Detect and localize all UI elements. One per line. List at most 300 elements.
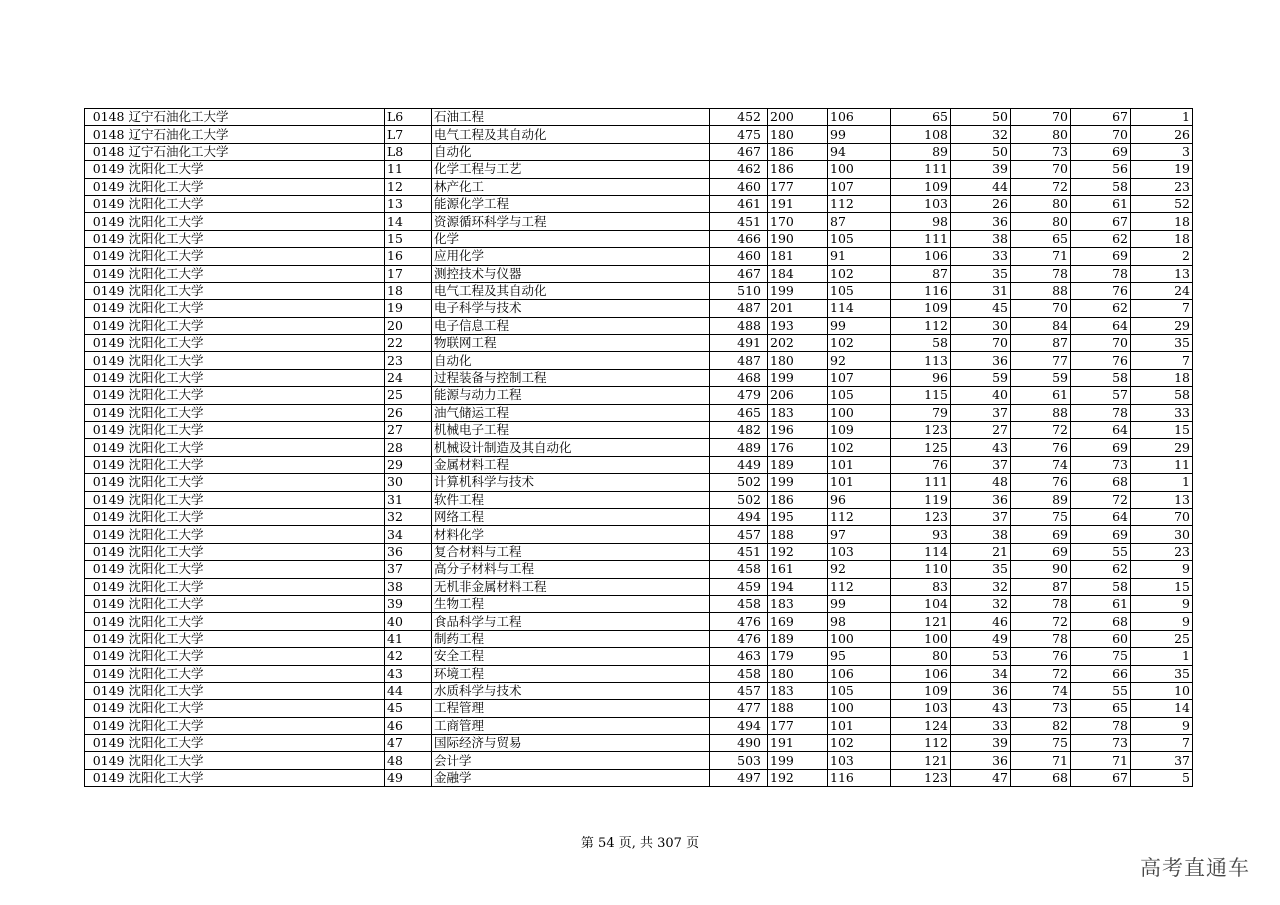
score-3-cell: 112 [891,317,951,334]
score-1-cell: 186 [768,143,828,160]
total-score-cell: 494 [710,508,768,525]
score-1-cell: 186 [768,491,828,508]
total-score-cell: 462 [710,161,768,178]
score-5-cell: 80 [1011,126,1071,143]
table-row [85,126,1193,143]
major-name-cell: 计算机科学与技术 [432,474,710,491]
score-6-cell: 67 [1071,769,1131,786]
major-name-cell: 机械设计制造及其自动化 [432,439,710,456]
score-2-cell: 100 [828,700,891,717]
plan-count-cell: 33 [1131,404,1193,421]
total-score-cell: 463 [710,648,768,665]
school-name-cell: 沈阳化工大学 [127,178,385,195]
score-5-cell: 65 [1011,230,1071,247]
school-code-cell: 0149 [85,352,127,369]
table-row [85,682,1193,699]
score-5-cell: 88 [1011,282,1071,299]
score-3-cell: 93 [891,526,951,543]
school-name-cell: 沈阳化工大学 [127,439,385,456]
major-name-cell: 能源与动力工程 [432,387,710,404]
score-4-cell: 45 [951,300,1011,317]
score-4-cell: 70 [951,335,1011,352]
score-4-cell: 46 [951,613,1011,630]
score-5-cell: 80 [1011,195,1071,212]
score-2-cell: 99 [828,317,891,334]
total-score-cell: 461 [710,195,768,212]
major-code-cell: 39 [385,595,432,612]
total-score-cell: 460 [710,248,768,265]
major-code-cell: 38 [385,578,432,595]
score-6-cell: 62 [1071,300,1131,317]
score-3-cell: 103 [891,195,951,212]
score-5-cell: 88 [1011,404,1071,421]
score-4-cell: 32 [951,578,1011,595]
score-4-cell: 38 [951,526,1011,543]
score-6-cell: 71 [1071,752,1131,769]
score-5-cell: 69 [1011,526,1071,543]
score-2-cell: 92 [828,561,891,578]
score-2-cell: 112 [828,578,891,595]
plan-count-cell: 26 [1131,126,1193,143]
total-score-cell: 482 [710,422,768,439]
score-1-cell: 192 [768,543,828,560]
major-name-cell: 测控技术与仪器 [432,265,710,282]
score-2-cell: 87 [828,213,891,230]
major-name-cell: 电气工程及其自动化 [432,126,710,143]
major-name-cell: 石油工程 [432,109,710,126]
school-name-cell: 沈阳化工大学 [127,456,385,473]
total-score-cell: 503 [710,752,768,769]
score-5-cell: 70 [1011,109,1071,126]
score-4-cell: 36 [951,352,1011,369]
school-code-cell: 0149 [85,300,127,317]
score-5-cell: 73 [1011,143,1071,160]
plan-count-cell: 23 [1131,178,1193,195]
score-2-cell: 101 [828,456,891,473]
score-5-cell: 71 [1011,752,1071,769]
school-name-cell: 沈阳化工大学 [127,213,385,230]
score-3-cell: 87 [891,265,951,282]
score-4-cell: 34 [951,665,1011,682]
major-name-cell: 金融学 [432,769,710,786]
major-code-cell: 32 [385,508,432,525]
admission-score-table [84,108,1193,787]
score-1-cell: 179 [768,648,828,665]
major-name-cell: 复合材料与工程 [432,543,710,560]
plan-count-cell: 37 [1131,752,1193,769]
score-5-cell: 82 [1011,717,1071,734]
score-1-cell: 196 [768,422,828,439]
score-1-cell: 180 [768,352,828,369]
score-4-cell: 40 [951,387,1011,404]
school-code-cell: 0149 [85,335,127,352]
score-1-cell: 199 [768,282,828,299]
school-code-cell: 0149 [85,213,127,230]
total-score-cell: 476 [710,630,768,647]
school-name-cell: 沈阳化工大学 [127,404,385,421]
score-3-cell: 121 [891,752,951,769]
score-2-cell: 101 [828,474,891,491]
score-4-cell: 50 [951,109,1011,126]
table-row [85,335,1193,352]
total-score-cell: 497 [710,769,768,786]
major-code-cell: 16 [385,248,432,265]
score-6-cell: 68 [1071,474,1131,491]
score-4-cell: 37 [951,404,1011,421]
plan-count-cell: 29 [1131,439,1193,456]
major-code-cell: L7 [385,126,432,143]
plan-count-cell: 10 [1131,682,1193,699]
plan-count-cell: 9 [1131,613,1193,630]
score-2-cell: 100 [828,404,891,421]
score-5-cell: 78 [1011,595,1071,612]
school-code-cell: 0149 [85,717,127,734]
major-code-cell: 25 [385,387,432,404]
major-name-cell: 国际经济与贸易 [432,735,710,752]
school-code-cell: 0149 [85,682,127,699]
school-name-cell: 沈阳化工大学 [127,195,385,212]
major-name-cell: 过程装备与控制工程 [432,369,710,386]
major-name-cell: 自动化 [432,352,710,369]
school-name-cell: 沈阳化工大学 [127,717,385,734]
major-code-cell: 30 [385,474,432,491]
school-name-cell: 沈阳化工大学 [127,769,385,786]
total-score-cell: 477 [710,700,768,717]
plan-count-cell: 7 [1131,352,1193,369]
school-code-cell: 0149 [85,456,127,473]
score-6-cell: 69 [1071,526,1131,543]
score-3-cell: 83 [891,578,951,595]
score-6-cell: 76 [1071,282,1131,299]
score-2-cell: 102 [828,735,891,752]
major-name-cell: 无机非金属材料工程 [432,578,710,595]
score-3-cell: 116 [891,282,951,299]
table-row [85,230,1193,247]
score-3-cell: 96 [891,369,951,386]
score-5-cell: 70 [1011,300,1071,317]
major-code-cell: 29 [385,456,432,473]
score-2-cell: 103 [828,752,891,769]
score-1-cell: 200 [768,109,828,126]
score-6-cell: 57 [1071,387,1131,404]
score-3-cell: 119 [891,491,951,508]
school-code-cell: 0149 [85,561,127,578]
score-1-cell: 176 [768,439,828,456]
score-5-cell: 80 [1011,213,1071,230]
score-1-cell: 199 [768,369,828,386]
score-6-cell: 75 [1071,648,1131,665]
score-1-cell: 191 [768,195,828,212]
school-code-cell: 0149 [85,404,127,421]
score-6-cell: 62 [1071,230,1131,247]
school-name-cell: 沈阳化工大学 [127,700,385,717]
score-2-cell: 98 [828,613,891,630]
score-4-cell: 53 [951,648,1011,665]
score-4-cell: 30 [951,317,1011,334]
plan-count-cell: 52 [1131,195,1193,212]
plan-count-cell: 9 [1131,595,1193,612]
score-6-cell: 61 [1071,595,1131,612]
major-code-cell: 37 [385,561,432,578]
table-row [85,717,1193,734]
plan-count-cell: 5 [1131,769,1193,786]
plan-count-cell: 14 [1131,700,1193,717]
table-row [85,404,1193,421]
table-row [85,630,1193,647]
score-4-cell: 36 [951,491,1011,508]
plan-count-cell: 3 [1131,143,1193,160]
school-code-cell: 0149 [85,648,127,665]
major-name-cell: 自动化 [432,143,710,160]
major-code-cell: 23 [385,352,432,369]
score-5-cell: 78 [1011,265,1071,282]
major-code-cell: 49 [385,769,432,786]
score-4-cell: 32 [951,126,1011,143]
table-row [85,456,1193,473]
score-1-cell: 189 [768,630,828,647]
score-1-cell: 177 [768,178,828,195]
score-6-cell: 67 [1071,109,1131,126]
score-3-cell: 89 [891,143,951,160]
score-2-cell: 105 [828,230,891,247]
major-name-cell: 工程管理 [432,700,710,717]
score-2-cell: 102 [828,439,891,456]
major-name-cell: 能源化学工程 [432,195,710,212]
plan-count-cell: 9 [1131,561,1193,578]
school-name-cell: 沈阳化工大学 [127,300,385,317]
score-5-cell: 74 [1011,456,1071,473]
table-row [85,178,1193,195]
score-2-cell: 102 [828,335,891,352]
major-name-cell: 环境工程 [432,665,710,682]
major-name-cell: 会计学 [432,752,710,769]
major-name-cell: 制药工程 [432,630,710,647]
table-row [85,595,1193,612]
plan-count-cell: 7 [1131,300,1193,317]
major-name-cell: 工商管理 [432,717,710,734]
score-6-cell: 73 [1071,735,1131,752]
school-name-cell: 沈阳化工大学 [127,752,385,769]
total-score-cell: 487 [710,300,768,317]
score-1-cell: 181 [768,248,828,265]
score-3-cell: 100 [891,630,951,647]
major-name-cell: 物联网工程 [432,335,710,352]
score-5-cell: 72 [1011,178,1071,195]
score-1-cell: 191 [768,735,828,752]
plan-count-cell: 1 [1131,474,1193,491]
table-row [85,543,1193,560]
score-4-cell: 36 [951,682,1011,699]
school-code-cell: 0149 [85,752,127,769]
score-6-cell: 56 [1071,161,1131,178]
score-4-cell: 35 [951,265,1011,282]
score-4-cell: 37 [951,508,1011,525]
score-6-cell: 66 [1071,665,1131,682]
score-4-cell: 37 [951,456,1011,473]
school-name-cell: 沈阳化工大学 [127,369,385,386]
plan-count-cell: 15 [1131,578,1193,595]
score-1-cell: 199 [768,474,828,491]
plan-count-cell: 18 [1131,369,1193,386]
table-row [85,474,1193,491]
score-1-cell: 190 [768,230,828,247]
table-row [85,352,1193,369]
school-name-cell: 辽宁石油化工大学 [127,126,385,143]
major-name-cell: 水质科学与技术 [432,682,710,699]
score-4-cell: 35 [951,561,1011,578]
school-name-cell: 沈阳化工大学 [127,735,385,752]
score-6-cell: 73 [1071,456,1131,473]
score-4-cell: 36 [951,213,1011,230]
plan-count-cell: 2 [1131,248,1193,265]
score-1-cell: 189 [768,456,828,473]
total-score-cell: 479 [710,387,768,404]
school-name-cell: 沈阳化工大学 [127,335,385,352]
score-3-cell: 124 [891,717,951,734]
score-2-cell: 102 [828,265,891,282]
score-2-cell: 96 [828,491,891,508]
score-3-cell: 121 [891,613,951,630]
total-score-cell: 457 [710,682,768,699]
score-2-cell: 105 [828,682,891,699]
score-6-cell: 67 [1071,213,1131,230]
score-2-cell: 100 [828,161,891,178]
school-code-cell: 0149 [85,630,127,647]
plan-count-cell: 29 [1131,317,1193,334]
score-1-cell: 193 [768,317,828,334]
table-row [85,578,1193,595]
total-score-cell: 451 [710,213,768,230]
score-5-cell: 59 [1011,369,1071,386]
school-name-cell: 辽宁石油化工大学 [127,143,385,160]
score-4-cell: 49 [951,630,1011,647]
score-3-cell: 112 [891,735,951,752]
major-code-cell: 40 [385,613,432,630]
score-5-cell: 87 [1011,578,1071,595]
school-code-cell: 0149 [85,439,127,456]
score-5-cell: 71 [1011,248,1071,265]
score-2-cell: 112 [828,195,891,212]
score-4-cell: 27 [951,422,1011,439]
school-code-cell: 0149 [85,265,127,282]
school-name-cell: 沈阳化工大学 [127,665,385,682]
school-name-cell: 沈阳化工大学 [127,543,385,560]
score-5-cell: 76 [1011,474,1071,491]
score-5-cell: 75 [1011,508,1071,525]
score-6-cell: 78 [1071,265,1131,282]
score-3-cell: 123 [891,422,951,439]
score-4-cell: 50 [951,143,1011,160]
table-row [85,143,1193,160]
table-row [85,769,1193,786]
score-4-cell: 33 [951,248,1011,265]
school-name-cell: 沈阳化工大学 [127,352,385,369]
school-code-cell: 0149 [85,526,127,543]
score-1-cell: 184 [768,265,828,282]
table-row [85,109,1193,126]
score-2-cell: 97 [828,526,891,543]
major-code-cell: 43 [385,665,432,682]
plan-count-cell: 18 [1131,213,1193,230]
score-3-cell: 123 [891,769,951,786]
score-4-cell: 43 [951,700,1011,717]
school-name-cell: 沈阳化工大学 [127,682,385,699]
table-row [85,526,1193,543]
score-3-cell: 80 [891,648,951,665]
score-1-cell: 188 [768,700,828,717]
table-body [85,109,1193,787]
major-code-cell: 14 [385,213,432,230]
plan-count-cell: 23 [1131,543,1193,560]
total-score-cell: 467 [710,143,768,160]
score-1-cell: 180 [768,665,828,682]
major-code-cell: 34 [385,526,432,543]
school-code-cell: 0149 [85,387,127,404]
major-name-cell: 电子信息工程 [432,317,710,334]
score-6-cell: 58 [1071,178,1131,195]
major-code-cell: 12 [385,178,432,195]
total-score-cell: 466 [710,230,768,247]
major-name-cell: 应用化学 [432,248,710,265]
score-1-cell: 169 [768,613,828,630]
score-4-cell: 31 [951,282,1011,299]
school-code-cell: 0149 [85,161,127,178]
score-1-cell: 186 [768,161,828,178]
school-name-cell: 沈阳化工大学 [127,648,385,665]
school-name-cell: 沈阳化工大学 [127,317,385,334]
major-code-cell: 17 [385,265,432,282]
school-code-cell: 0149 [85,700,127,717]
page-number: 第 54 页, 共 307 页 [580,836,700,851]
school-name-cell: 沈阳化工大学 [127,595,385,612]
total-score-cell: 460 [710,178,768,195]
score-6-cell: 55 [1071,543,1131,560]
major-code-cell: 48 [385,752,432,769]
major-code-cell: 44 [385,682,432,699]
school-code-cell: 0149 [85,769,127,786]
score-6-cell: 70 [1071,126,1131,143]
score-5-cell: 89 [1011,491,1071,508]
table-row [85,439,1193,456]
major-name-cell: 电子科学与技术 [432,300,710,317]
score-6-cell: 64 [1071,317,1131,334]
score-4-cell: 59 [951,369,1011,386]
score-2-cell: 99 [828,126,891,143]
score-3-cell: 109 [891,178,951,195]
school-code-cell: 0149 [85,735,127,752]
score-2-cell: 107 [828,178,891,195]
major-code-cell: 36 [385,543,432,560]
score-5-cell: 75 [1011,735,1071,752]
total-score-cell: 487 [710,352,768,369]
major-name-cell: 食品科学与工程 [432,613,710,630]
major-code-cell: 11 [385,161,432,178]
score-6-cell: 65 [1071,700,1131,717]
score-6-cell: 64 [1071,422,1131,439]
score-5-cell: 76 [1011,439,1071,456]
score-1-cell: 183 [768,595,828,612]
table-row [85,422,1193,439]
plan-count-cell: 25 [1131,630,1193,647]
score-4-cell: 48 [951,474,1011,491]
score-5-cell: 84 [1011,317,1071,334]
table-row [85,265,1193,282]
score-4-cell: 33 [951,717,1011,734]
score-1-cell: 177 [768,717,828,734]
score-3-cell: 111 [891,161,951,178]
score-3-cell: 106 [891,665,951,682]
score-6-cell: 60 [1071,630,1131,647]
